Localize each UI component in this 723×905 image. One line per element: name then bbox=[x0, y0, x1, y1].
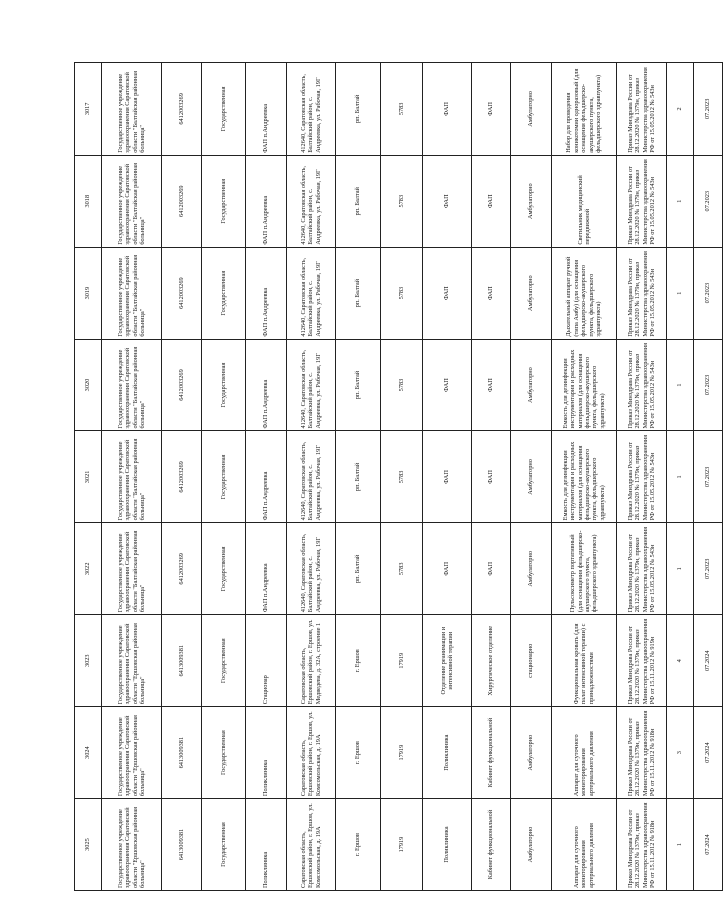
table-cell: ФАП п.Андреевка bbox=[246, 63, 287, 156]
table-row bbox=[472, 63, 511, 891]
table-cell: Саратовская область, Ершовский район, г. Ершов, ул. Комсомольская, д. 19А bbox=[287, 707, 336, 799]
table-cell: 3025 bbox=[75, 799, 102, 891]
table-cell: 5783 bbox=[381, 431, 423, 523]
table-cell: 412640, Саратовская область, Балтайский район, с. Андреевка, ул. Рабочая, 19Г bbox=[287, 63, 336, 156]
table-cell: ФАП п.Андреевка bbox=[246, 523, 287, 615]
table-cell: ФАП п.Андреевка bbox=[246, 431, 287, 523]
table-cell: 412640, Саратовская область, Балтайский район, с. Андреевка, ул. Рабочая, 19Г bbox=[287, 339, 336, 431]
table-cell: 3019 bbox=[75, 247, 102, 339]
table-cell: 07.2024 bbox=[694, 615, 723, 707]
table-cell: Государственное учреждение здравоохранения Саратовской области "Балтайская районная больница" bbox=[102, 247, 162, 339]
table-cell: Амбулаторно bbox=[511, 339, 552, 431]
table-cell: Приказ Минздрава России от 28.12.2020 № 1379н, приказ Министерства здравоохранения РФ от 15.05.2012 № 543н bbox=[617, 431, 667, 523]
table-row bbox=[423, 63, 472, 891]
table-cell: Государственная bbox=[202, 615, 246, 707]
table-cell: Государственная bbox=[202, 799, 246, 891]
table-cell: Государственная bbox=[202, 523, 246, 615]
table-cell: рп. Балтай bbox=[336, 431, 381, 523]
table-cell: 17919 bbox=[381, 799, 423, 891]
table-row bbox=[617, 63, 667, 891]
table-cell: г. Ершов bbox=[336, 799, 381, 891]
table-cell: ФАП bbox=[472, 523, 511, 615]
table-cell: Амбулаторно bbox=[511, 431, 552, 523]
table-row bbox=[694, 63, 723, 891]
table-cell: Амбулаторно bbox=[511, 707, 552, 799]
table-cell: Приказ Минздрава России от 28.12.2020 № 1379н, приказ Министерства здравоохранения РФ от 15.11.2012 № 918н bbox=[617, 707, 667, 799]
table-cell: Набор для проведения коникотомии одноразовый (для оснащения фельдшерско-акушерского пункта, фельдшерского здравпункта) bbox=[552, 63, 617, 156]
table-cell: ФАП bbox=[472, 63, 511, 156]
table-row bbox=[75, 63, 102, 891]
table-cell: г. Ершов bbox=[336, 707, 381, 799]
table-cell: Саратовская область, Ершовский район, г. Ершов, ул. Медведева, д. 32А, строение 1 bbox=[287, 615, 336, 707]
table-cell: Поликлиника bbox=[246, 799, 287, 891]
table-cell: Государственная bbox=[202, 431, 246, 523]
table-cell: 3024 bbox=[75, 707, 102, 799]
table-cell: 07.2024 bbox=[694, 707, 723, 799]
table-cell: ФАП bbox=[423, 339, 472, 431]
table-row bbox=[102, 63, 162, 891]
table-cell: 3022 bbox=[75, 523, 102, 615]
table-cell: 3021 bbox=[75, 431, 102, 523]
table-cell: 07.2023 bbox=[694, 523, 723, 615]
table-cell: ФАП bbox=[472, 339, 511, 431]
table-cell: Государственное учреждение здравоохранения Саратовской области "Ершовская районная больница" bbox=[102, 707, 162, 799]
table-cell: Поликлиника bbox=[423, 799, 472, 891]
table-cell: Приказ Минздрава России от 28.12.2020 № 1379н, приказ Министерства здравоохранения РФ от 15.05.2012 № 543н bbox=[617, 339, 667, 431]
table-cell: Государственная bbox=[202, 339, 246, 431]
table-row bbox=[287, 63, 336, 891]
table-row bbox=[667, 63, 694, 891]
table-cell: Стационар bbox=[246, 615, 287, 707]
table-cell: Функциональная кровать (для палат интенсивной терапии) с принадлежностями bbox=[552, 615, 617, 707]
table-cell: Поликлиника bbox=[423, 707, 472, 799]
table-body bbox=[75, 63, 723, 891]
table-cell: ФАП bbox=[472, 431, 511, 523]
table-cell: ФАП п.Андреевка bbox=[246, 247, 287, 339]
table-cell: 1 bbox=[667, 247, 694, 339]
table-row bbox=[162, 63, 202, 891]
table-cell: ФАП bbox=[423, 431, 472, 523]
table-cell: 3018 bbox=[75, 155, 102, 247]
table-cell: Отделение реанимации и интенсивной терапии bbox=[423, 615, 472, 707]
table-cell: Приказ Минздрава России от 28.12.2020 № 1379н, приказ Министерства здравоохранения РФ от 15.05.2012 № 543н bbox=[617, 247, 667, 339]
table-cell: 6412003269 bbox=[162, 155, 202, 247]
table-cell: ФАП п.Андреевка bbox=[246, 339, 287, 431]
table-cell: 1 bbox=[667, 523, 694, 615]
table-cell: 6412003269 bbox=[162, 63, 202, 156]
table-cell: 412640, Саратовская область, Балтайский район, с. Андреевка, ул. Рабочая, 19Г bbox=[287, 155, 336, 247]
table-cell: ФАП bbox=[423, 247, 472, 339]
table-cell: Пульсоксиметр портативный (для оснащения фельдшерско-акушерского пункта, фельдшерского здравпункта) bbox=[552, 523, 617, 615]
table-cell: 6412003269 bbox=[162, 523, 202, 615]
table-cell: Приказ Минздрава России от 28.12.2020 № 1379н, приказ Министерства здравоохранения РФ от 15.05.2012 № 543н bbox=[617, 155, 667, 247]
table-cell: 3023 bbox=[75, 615, 102, 707]
table-cell: Государственная bbox=[202, 63, 246, 156]
table-cell: Государственная bbox=[202, 247, 246, 339]
table-cell: ФАП п.Андреевка bbox=[246, 155, 287, 247]
table-cell: ФАП bbox=[423, 523, 472, 615]
table-cell: 1 bbox=[667, 339, 694, 431]
table-cell: Амбулаторно bbox=[511, 247, 552, 339]
table-cell: 07.2023 bbox=[694, 63, 723, 156]
table-cell: Амбулаторно bbox=[511, 155, 552, 247]
table-cell: 3 bbox=[667, 707, 694, 799]
table-cell: Аппарат для суточного мониторирования артериального давления bbox=[552, 707, 617, 799]
table-cell: 17919 bbox=[381, 615, 423, 707]
table-cell: Емкость для дезинфекции инструментария и расходных материалов (для оснащения фельдшерско-акушерского пункта, фельдшерского здравпункта) bbox=[552, 431, 617, 523]
table-cell: 412640, Саратовская область, Балтайский район, с. Андреевка, ул. Рабочая, 19Г bbox=[287, 247, 336, 339]
table-cell: ФАП bbox=[423, 155, 472, 247]
table-cell: 6412003269 bbox=[162, 339, 202, 431]
table-cell: рп. Балтай bbox=[336, 247, 381, 339]
table-cell: рп. Балтай bbox=[336, 155, 381, 247]
table-cell: 412640, Саратовская область, Балтайский район, с. Андреевка, ул. Рабочая, 19Г bbox=[287, 431, 336, 523]
table-cell: 1 bbox=[667, 799, 694, 891]
table-cell: рп. Балтай bbox=[336, 523, 381, 615]
table-cell: Государственное учреждение здравоохранения Саратовской области "Балтайская районная больница" bbox=[102, 155, 162, 247]
table-cell: Государственное учреждение здравоохранения Саратовской области "Балтайская районная больница" bbox=[102, 339, 162, 431]
table-cell: 5783 bbox=[381, 155, 423, 247]
table-cell: 5783 bbox=[381, 523, 423, 615]
table-cell: 1 bbox=[667, 155, 694, 247]
table-cell: 6413009381 bbox=[162, 707, 202, 799]
table-cell: 07.2023 bbox=[694, 247, 723, 339]
table-cell: стационарно bbox=[511, 615, 552, 707]
table-cell: Дыхательный аппарат ручной (типа Амбу) (для оснащения фельдшерско-акушерского пункта, фельдшерского здравпункта) bbox=[552, 247, 617, 339]
table-cell: ФАП bbox=[423, 63, 472, 156]
table-cell: 1 bbox=[667, 431, 694, 523]
table-cell: Приказ Минздрава России от 28.12.2020 № 1379н, приказ Министерства здравоохранения РФ от 15.11.2012 № 918н bbox=[617, 799, 667, 891]
table-cell: Амбулаторно bbox=[511, 63, 552, 156]
table-cell: 07.2023 bbox=[694, 431, 723, 523]
table-cell: Амбулаторно bbox=[511, 799, 552, 891]
table-row bbox=[381, 63, 423, 891]
table-cell: Поликлиника bbox=[246, 707, 287, 799]
table-cell: 07.2023 bbox=[694, 339, 723, 431]
table-row bbox=[511, 63, 552, 891]
table-cell: 6413009381 bbox=[162, 799, 202, 891]
table-cell: Аппарат для суточного мониторирования артериального давления bbox=[552, 799, 617, 891]
table-cell: Государственное учреждение здравоохранения Саратовской области "Ершовская районная больница" bbox=[102, 799, 162, 891]
table-cell: Государственная bbox=[202, 707, 246, 799]
rotated-table-container bbox=[74, 62, 712, 891]
table-cell: Государственное учреждение здравоохранения Саратовской области "Ершовская районная больница" bbox=[102, 615, 162, 707]
table-cell: Хирургическое отделение bbox=[472, 615, 511, 707]
table-row bbox=[246, 63, 287, 891]
table-cell: рп. Балтай bbox=[336, 63, 381, 156]
table-cell: ФАП bbox=[472, 247, 511, 339]
table-cell: 5783 bbox=[381, 247, 423, 339]
table-cell: 17919 bbox=[381, 707, 423, 799]
table-cell: Амбулаторно bbox=[511, 523, 552, 615]
table-cell: Приказ Минздрава России от 28.12.2020 № 1379н, приказ Министерства здравоохранения РФ от 15.05.2012 № 543н bbox=[617, 63, 667, 156]
table-cell: Государственное учреждение здравоохранения Саратовской области "Балтайская районная больница" bbox=[102, 523, 162, 615]
table-row bbox=[202, 63, 246, 891]
table-cell: 412640, Саратовская область, Балтайский район, с. Андреевка, ул. Рабочая, 19Г bbox=[287, 523, 336, 615]
table-cell: Саратовская область, Ершовский район, г. Ершов, ул. Комсомольская, д. 19А bbox=[287, 799, 336, 891]
table-cell: 5783 bbox=[381, 339, 423, 431]
table-row bbox=[336, 63, 381, 891]
table-cell: 6413009381 bbox=[162, 615, 202, 707]
table-cell: 5783 bbox=[381, 63, 423, 156]
table-cell: Кабинет функциональной bbox=[472, 799, 511, 891]
table-cell: 3017 bbox=[75, 63, 102, 156]
table-cell: Приказ Минздрава России от 28.12.2020 № 1379н, приказ Министерства здравоохранения РФ от 15.05.2012 № 543н bbox=[617, 523, 667, 615]
table-cell: 3020 bbox=[75, 339, 102, 431]
table-cell: 4 bbox=[667, 615, 694, 707]
table-row bbox=[552, 63, 617, 891]
table-cell: 6412003269 bbox=[162, 431, 202, 523]
table-cell: 07.2024 bbox=[694, 799, 723, 891]
table-cell: 6412003269 bbox=[162, 247, 202, 339]
table-cell: Емкость для дезинфекции инструментария и расходных материалов (для оснащения фельдшерско-акушерского пункта, фельдшерского здравпункта) bbox=[552, 339, 617, 431]
table-cell: ФАП bbox=[472, 155, 511, 247]
table-cell: Приказ Минздрава России от 28.12.2020 № 1379н, приказ Министерства здравоохранения РФ от 15.11.2012 № 919н bbox=[617, 615, 667, 707]
table-cell: Кабинет функциональной bbox=[472, 707, 511, 799]
table-cell: 2 bbox=[667, 63, 694, 156]
table-cell: Государственное учреждение здравоохранения Саратовской области "Балтайская районная больница" bbox=[102, 431, 162, 523]
table-cell: Светильник медицинский передвижной bbox=[552, 155, 617, 247]
table-cell: Государственная bbox=[202, 155, 246, 247]
table-cell: 07.2023 bbox=[694, 155, 723, 247]
table-cell: Государственное учреждение здравоохранения Саратовской области "Балтайская районная больница" bbox=[102, 63, 162, 156]
equipment-register-table bbox=[74, 62, 723, 891]
table-cell: г. Ершов bbox=[336, 615, 381, 707]
table-cell: рп. Балтай bbox=[336, 339, 381, 431]
